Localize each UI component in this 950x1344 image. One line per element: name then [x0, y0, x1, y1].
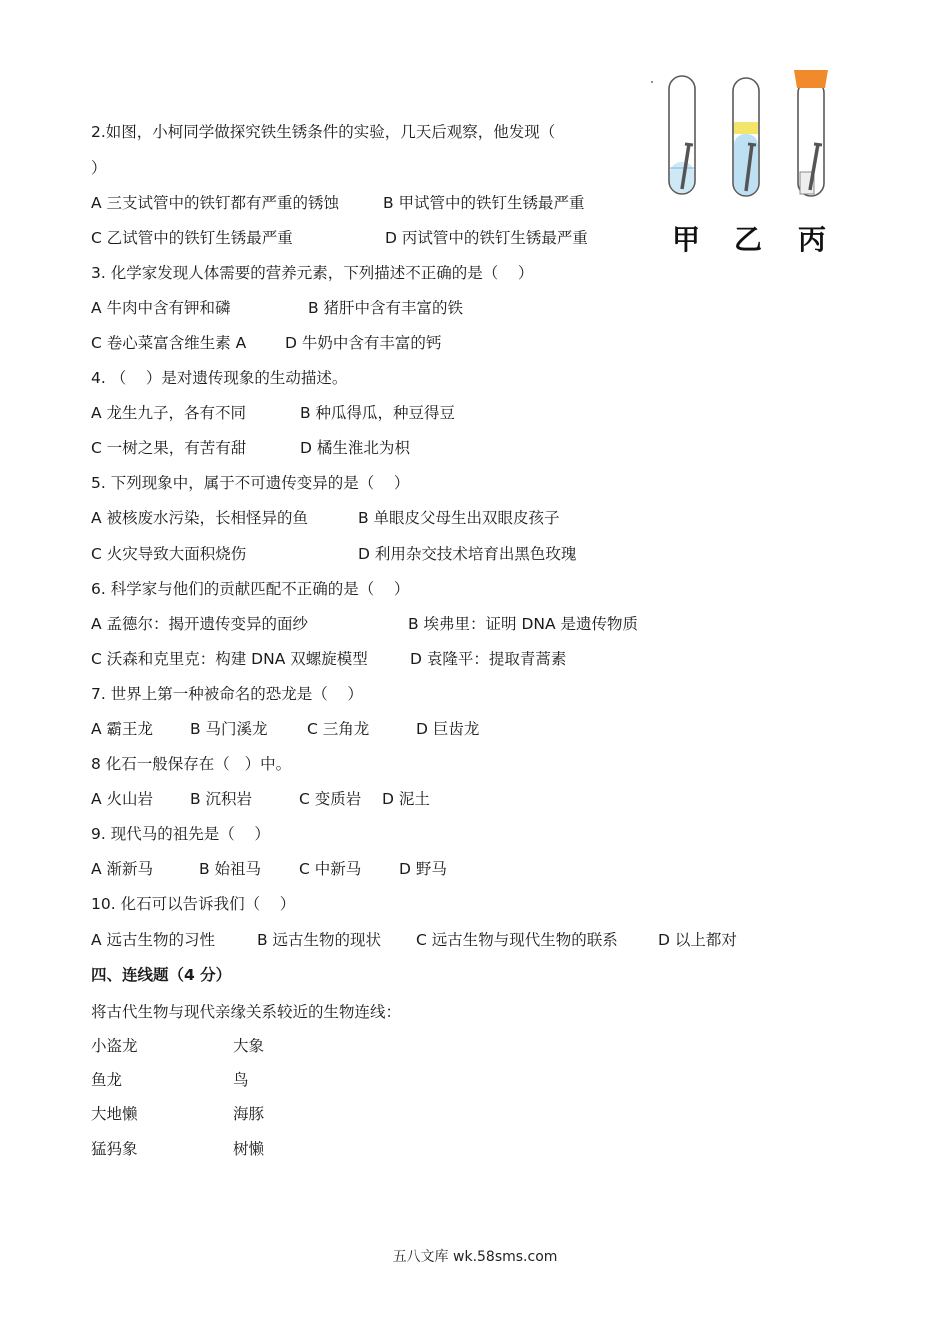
test-tube-yi — [733, 78, 759, 196]
q7-option-a: A 霸王龙 — [91, 720, 154, 738]
q10-option-c: C 远古生物与现代生物的联系 — [416, 931, 618, 949]
q3-option-d: D 牛奶中含有丰富的钙 — [285, 334, 442, 352]
q6-option-c: C 沃森和克里克：构建 DNA 双螺旋模型 — [91, 650, 368, 668]
q7-option-b: B 马门溪龙 — [190, 720, 268, 738]
matching-left-item: 小盗龙 — [91, 1037, 138, 1055]
q4-option-a: A 龙生九子，各有不同 — [91, 404, 247, 422]
q3-option-b: B 猪肝中含有丰富的铁 — [308, 299, 464, 317]
q4-option-c: C 一树之果，有苦有甜 — [91, 439, 247, 457]
q8-option-a: A 火山岩 — [91, 790, 154, 808]
matching-left-item: 鱼龙 — [91, 1071, 123, 1089]
q3-option-a: A 牛肉中含有钾和磷 — [91, 299, 231, 317]
test-tube-bing — [794, 70, 828, 196]
q2-stem: 2.如图，小柯同学做探究铁生锈条件的实验，几天后观察，他发现（ — [91, 123, 556, 141]
label-jia: 甲 — [672, 223, 701, 256]
q2-option-b: B 甲试管中的铁钉生锈最严重 — [383, 194, 585, 212]
q8-option-b: B 沉积岩 — [190, 790, 253, 808]
label-bing: 丙 — [798, 223, 827, 256]
q8-option-c: C 变质岩 — [299, 790, 362, 808]
page-footer-watermark: 五八文库 wk.58sms.com — [392, 1249, 558, 1265]
q3-stem: 3. 化学家发现人体需要的营养元素，下列描述不正确的是（ ） — [91, 264, 534, 282]
q10-option-b: B 远古生物的现状 — [257, 931, 382, 949]
q7-option-d: D 巨齿龙 — [416, 720, 480, 738]
test-tube-figure — [650, 64, 840, 254]
q9-option-d: D 野马 — [399, 860, 447, 878]
q5-option-a: A 被核废水污染，长相怪异的鱼 — [91, 509, 309, 527]
matching-right-item: 大象 — [233, 1037, 265, 1055]
matching-right-item: 树懒 — [233, 1140, 265, 1158]
test-tube-jia — [669, 76, 695, 194]
q5-stem: 5. 下列现象中，属于不可遗传变异的是（ ） — [91, 474, 410, 492]
q10-option-d: D 以上都对 — [658, 931, 737, 949]
matching-left-item: 大地懒 — [91, 1105, 138, 1123]
q2-stem-cont: ） — [91, 159, 107, 177]
q9-option-b: B 始祖马 — [199, 860, 262, 878]
label-yi: 乙 — [734, 223, 763, 256]
q4-stem: 4. （ ）是对遗传现象的生动描述。 — [91, 369, 348, 387]
q4-option-d: D 橘生淮北为枳 — [300, 439, 410, 457]
q8-option-d: D 泥土 — [382, 790, 430, 808]
test-tubes-illustration — [650, 64, 840, 224]
section-4-heading: 四、连线题（4 分） — [91, 966, 232, 984]
section-4-instruction: 将古代生物与现代亲缘关系较近的生物连线： — [91, 1003, 402, 1021]
q9-option-c: C 中新马 — [299, 860, 362, 878]
q8-stem: 8 化石一般保存在（ ）中。 — [91, 755, 292, 773]
q4-option-b: B 种瓜得瓜，种豆得豆 — [300, 404, 456, 422]
matching-right-item: 鸟 — [233, 1071, 249, 1089]
q10-stem: 10. 化石可以告诉我们（ ） — [91, 895, 296, 913]
q5-option-d: D 利用杂交技术培育出黑色玫瑰 — [358, 545, 577, 563]
q2-option-c: C 乙试管中的铁钉生锈最严重 — [91, 229, 293, 247]
q2-option-d: D 丙试管中的铁钉生锈最严重 — [385, 229, 588, 247]
q6-option-b: B 埃弗里：证明 DNA 是遗传物质 — [408, 615, 639, 633]
matching-left-item: 猛犸象 — [91, 1140, 138, 1158]
matching-right-item: 海豚 — [233, 1105, 265, 1123]
q3-option-c: C 卷心菜富含维生素 A — [91, 334, 247, 352]
q5-option-c: C 火灾导致大面积烧伤 — [91, 545, 247, 563]
q7-option-c: C 三角龙 — [307, 720, 370, 738]
q9-option-a: A 渐新马 — [91, 860, 154, 878]
q6-stem: 6. 科学家与他们的贡献匹配不正确的是（ ） — [91, 580, 410, 598]
q5-option-b: B 单眼皮父母生出双眼皮孩子 — [358, 509, 560, 527]
q9-stem: 9. 现代马的祖先是（ ） — [91, 825, 270, 843]
q2-option-a: A 三支试管中的铁钉都有严重的锈蚀 — [91, 194, 340, 212]
q10-option-a: A 远古生物的习性 — [91, 931, 216, 949]
q7-stem: 7. 世界上第一种被命名的恐龙是（ ） — [91, 685, 363, 703]
q6-option-a: A 孟德尔：揭开遗传变异的面纱 — [91, 615, 309, 633]
q6-option-d: D 袁隆平：提取青蒿素 — [410, 650, 567, 668]
